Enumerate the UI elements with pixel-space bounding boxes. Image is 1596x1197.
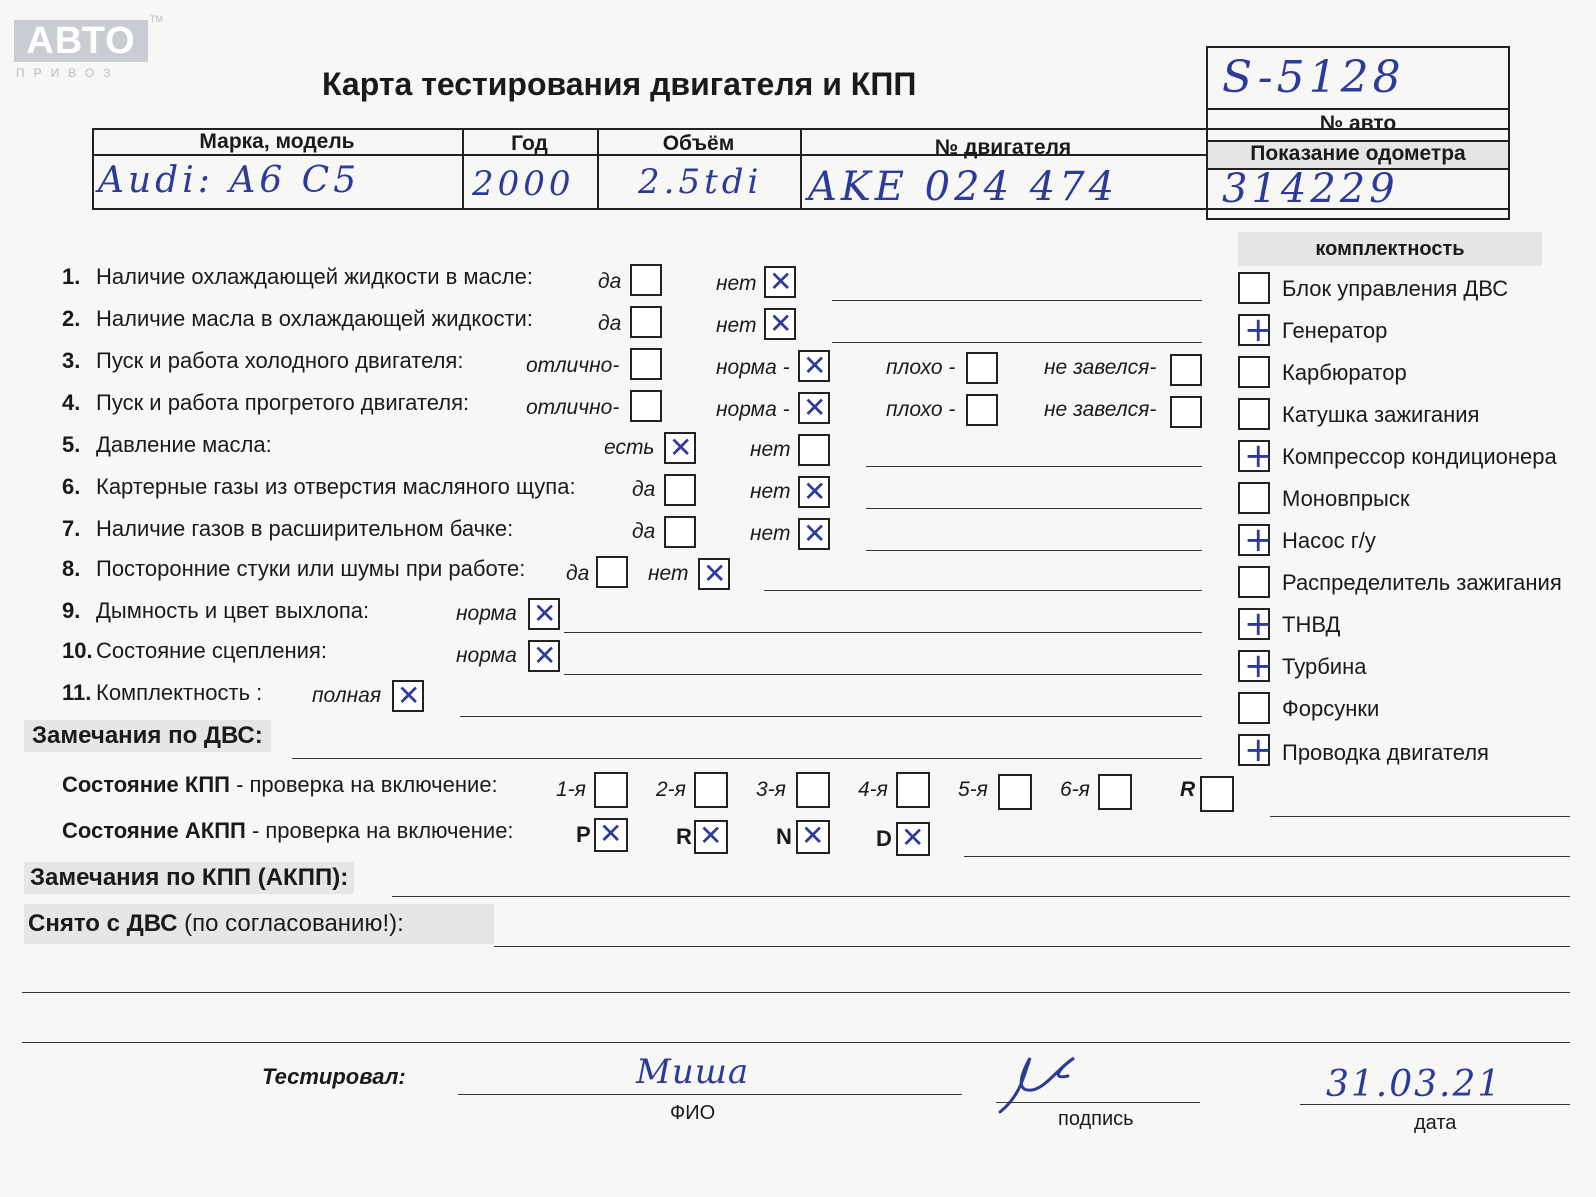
blank-line	[22, 992, 1570, 993]
checkbox[interactable]	[966, 394, 998, 426]
checkbox[interactable]	[630, 390, 662, 422]
gear-checkbox[interactable]	[1098, 774, 1132, 810]
completeness-item-label: Проводка двигателя	[1282, 740, 1489, 765]
option-label: нет	[716, 272, 757, 295]
question-number: 1.	[62, 264, 81, 289]
model-value: Audi: A6 C5	[98, 160, 361, 201]
option-label: нет	[716, 314, 757, 337]
completeness-item-label: Моновпрыск	[1282, 486, 1410, 511]
car-number-label: № авто	[1319, 112, 1397, 135]
option-label: да	[598, 312, 622, 335]
question-number: 7.	[62, 516, 81, 541]
notes-line	[866, 550, 1202, 551]
option-label: не завелся-	[1044, 356, 1157, 379]
option-label: есть	[604, 436, 655, 459]
manual-gearbox-label-bold: Состояние КПП	[62, 772, 230, 797]
completeness-item-label: Форсунки	[1282, 696, 1380, 721]
notes-line	[832, 342, 1202, 343]
notes-line	[564, 632, 1202, 633]
col-divider	[1206, 128, 1208, 210]
checkbox-checked[interactable]	[528, 640, 560, 672]
gear-label: P	[576, 822, 591, 847]
completeness-checkbox[interactable]	[1238, 566, 1270, 598]
question-number: 3.	[62, 348, 81, 373]
removed-line	[494, 946, 1570, 947]
date-value-handwritten: 31.03.21	[1326, 1064, 1503, 1105]
question-number: 9.	[62, 598, 81, 623]
question-number: 4.	[62, 390, 81, 415]
gear-label: 4-я	[858, 778, 888, 801]
gear-checkbox[interactable]	[594, 772, 628, 808]
completeness-checkbox-checked[interactable]	[1238, 650, 1270, 682]
completeness-item-label: Карбюратор	[1282, 360, 1407, 385]
question-number: 5.	[62, 432, 81, 457]
option-label: норма	[456, 602, 517, 625]
company-logo: АВТО	[14, 20, 148, 62]
option-label: норма -	[716, 398, 790, 421]
tester-name-caption: ФИО	[670, 1102, 716, 1124]
option-label: не завелся-	[1044, 398, 1157, 421]
question-label: Наличие масла в охлаждающей жидкости:	[96, 306, 533, 331]
car-number-value: S-5128	[1222, 52, 1405, 103]
completeness-item-label: Блок управления ДВС	[1282, 276, 1509, 301]
gear-label: 6-я	[1060, 778, 1090, 801]
notes-line	[866, 508, 1202, 509]
completeness-item-label: Генератор	[1282, 318, 1388, 343]
gear-checkbox-checked[interactable]	[694, 820, 728, 854]
signature-line	[996, 1102, 1200, 1103]
option-label: да	[632, 520, 656, 543]
company-logo-subtitle: ПРИВОЗ	[16, 66, 120, 80]
option-label: норма	[456, 644, 517, 667]
engine-number-value: AKE 024 474	[808, 164, 1119, 210]
auto-gearbox-label-bold: Состояние АКПП	[62, 818, 246, 843]
gear-label: 3-я	[756, 778, 786, 801]
checkbox-checked[interactable]	[764, 308, 796, 340]
question-number: 8.	[62, 556, 81, 581]
engine-remarks-label: Замечания по ДВС:	[24, 720, 271, 752]
auto-gearbox-notes-line	[964, 856, 1570, 857]
checkbox-checked[interactable]	[798, 518, 830, 550]
checkbox[interactable]	[630, 264, 662, 296]
model-column-header: Марка, модель	[199, 130, 355, 153]
question-label: Дымность и цвет выхлопа:	[96, 598, 370, 623]
checkbox[interactable]	[664, 516, 696, 548]
question-number: 11.	[62, 680, 92, 705]
checkbox[interactable]	[1170, 396, 1202, 428]
completeness-checkbox-checked[interactable]	[1238, 440, 1270, 472]
trademark-mark: TM	[150, 14, 163, 24]
gear-checkbox[interactable]	[1200, 776, 1234, 812]
option-label: нет	[750, 438, 791, 461]
gearbox-remarks-label: Замечания по КПП (АКПП):	[24, 862, 354, 894]
option-label: нет	[750, 480, 791, 503]
auto-gearbox-label	[62, 818, 514, 844]
odometer-value: 314229	[1222, 166, 1399, 212]
completeness-checkbox[interactable]	[1238, 398, 1270, 430]
option-label: полная	[312, 684, 382, 707]
gear-label: 5-я	[958, 778, 988, 801]
tester-name-handwritten: Миша	[636, 1052, 750, 1092]
completeness-checkbox[interactable]	[1238, 272, 1270, 304]
question-label: Посторонние стуки или шумы при работе:	[96, 556, 526, 581]
completeness-item-label: ТНВД	[1282, 612, 1341, 637]
checkbox-checked[interactable]	[698, 558, 730, 590]
gear-checkbox[interactable]	[998, 774, 1032, 810]
engine-number-column-header: № двигателя	[934, 136, 1072, 159]
manual-gearbox-label	[62, 772, 498, 798]
checkbox-checked[interactable]	[764, 266, 796, 298]
checkbox-checked[interactable]	[798, 476, 830, 508]
gear-checkbox[interactable]	[796, 772, 830, 808]
year-column-header: Год	[511, 132, 548, 155]
completeness-item-label: Катушка зажигания	[1282, 402, 1480, 427]
question-label: Состояние сцепления:	[96, 638, 327, 663]
checkbox-checked[interactable]	[528, 598, 560, 630]
question-number: 6.	[62, 474, 81, 499]
tester-name-line	[458, 1094, 962, 1095]
option-label: да	[598, 270, 622, 293]
question-label: Комплектность :	[96, 680, 263, 705]
gear-checkbox-checked[interactable]	[796, 820, 830, 854]
gear-label: 1-я	[556, 778, 586, 801]
page-title: Карта тестирования двигателя и КПП	[322, 66, 917, 102]
gear-label: D	[876, 826, 892, 851]
car-number-divider	[1206, 108, 1510, 110]
completeness-checkbox-checked[interactable]	[1238, 524, 1270, 556]
gear-label: R	[676, 824, 692, 849]
date-caption: дата	[1414, 1112, 1457, 1134]
completeness-checkbox[interactable]	[1238, 482, 1270, 514]
completeness-item-label: Насос г/у	[1282, 528, 1376, 553]
question-label: Пуск и работа холодного двигателя:	[96, 348, 464, 373]
gear-label: 2-я	[656, 778, 686, 801]
option-label: нет	[750, 522, 791, 545]
gear-label: N	[776, 824, 792, 849]
option-label: норма -	[716, 356, 790, 379]
removed-label-bold: Снято с ДВС	[28, 910, 185, 937]
gear-checkbox-checked[interactable]	[594, 818, 628, 852]
checkbox-checked[interactable]	[392, 680, 424, 712]
question-label: Наличие охлаждающей жидкости в масле:	[96, 264, 533, 289]
option-label: нет	[648, 562, 689, 585]
notes-line	[832, 300, 1202, 301]
removed-label-rest: (по согласованию!):	[184, 910, 404, 937]
question-number: 2.	[62, 306, 81, 331]
completeness-item-label: Турбина	[1282, 654, 1367, 679]
auto-gearbox-label-rest: - проверка на включение:	[245, 818, 514, 843]
completeness-checkbox-checked[interactable]	[1238, 314, 1270, 346]
question-label: Давление масла:	[96, 432, 272, 457]
completeness-item-label: Компрессор кондиционера	[1282, 444, 1557, 469]
date-line	[1300, 1104, 1570, 1105]
completeness-checkbox[interactable]	[1238, 692, 1270, 724]
checkbox[interactable]	[596, 556, 628, 588]
signature-caption: подпись	[1058, 1108, 1134, 1130]
option-label: да	[566, 562, 590, 585]
completeness-title: комплектность	[1238, 232, 1542, 266]
odometer-column-header: Показание одометра	[1250, 142, 1466, 165]
manual-gearbox-label-rest: - проверка на включение:	[229, 772, 498, 797]
completeness-checkbox[interactable]	[1238, 356, 1270, 388]
blank-line	[22, 1042, 1570, 1043]
checkbox[interactable]	[1170, 354, 1202, 386]
option-label: плохо -	[886, 356, 956, 379]
option-label: отлично-	[526, 354, 620, 377]
notes-line	[866, 466, 1202, 467]
removed-label	[24, 904, 494, 944]
engine-remarks-line	[292, 758, 1202, 759]
gear-checkbox[interactable]	[896, 772, 930, 808]
question-label: Картерные газы из отверстия масляного щупа:	[96, 474, 576, 499]
tested-by-label: Тестировал:	[262, 1064, 406, 1089]
checkbox[interactable]	[798, 434, 830, 466]
checkbox[interactable]	[664, 474, 696, 506]
gear-checkbox[interactable]	[694, 772, 728, 808]
option-label: отлично-	[526, 396, 620, 419]
notes-line	[460, 716, 1202, 717]
gearbox-remarks-line	[392, 896, 1570, 897]
notes-line	[764, 590, 1202, 591]
volume-column-header: Объём	[662, 132, 735, 155]
checkbox-checked[interactable]	[664, 432, 696, 464]
manual-gearbox-notes-line	[1270, 816, 1570, 817]
gear-label: R	[1180, 778, 1196, 801]
option-label: да	[632, 478, 656, 501]
question-label: Наличие газов в расширительном бачке:	[96, 516, 514, 541]
notes-line	[564, 674, 1202, 675]
completeness-item-label: Распределитель зажигания	[1282, 570, 1562, 595]
checkbox-checked[interactable]	[798, 350, 830, 382]
option-label: плохо -	[886, 398, 956, 421]
year-value: 2000	[472, 164, 575, 204]
checkbox[interactable]	[630, 348, 662, 380]
volume-value: 2.5tdi	[638, 162, 763, 202]
completeness-checkbox-checked[interactable]	[1238, 608, 1270, 640]
question-label: Пуск и работа прогретого двигателя:	[96, 390, 470, 415]
completeness-checkbox-checked[interactable]	[1238, 734, 1270, 766]
checkbox-checked[interactable]	[798, 392, 830, 424]
question-number: 10.	[62, 638, 93, 663]
gear-checkbox-checked[interactable]	[896, 822, 930, 856]
checkbox[interactable]	[966, 352, 998, 384]
checkbox[interactable]	[630, 306, 662, 338]
